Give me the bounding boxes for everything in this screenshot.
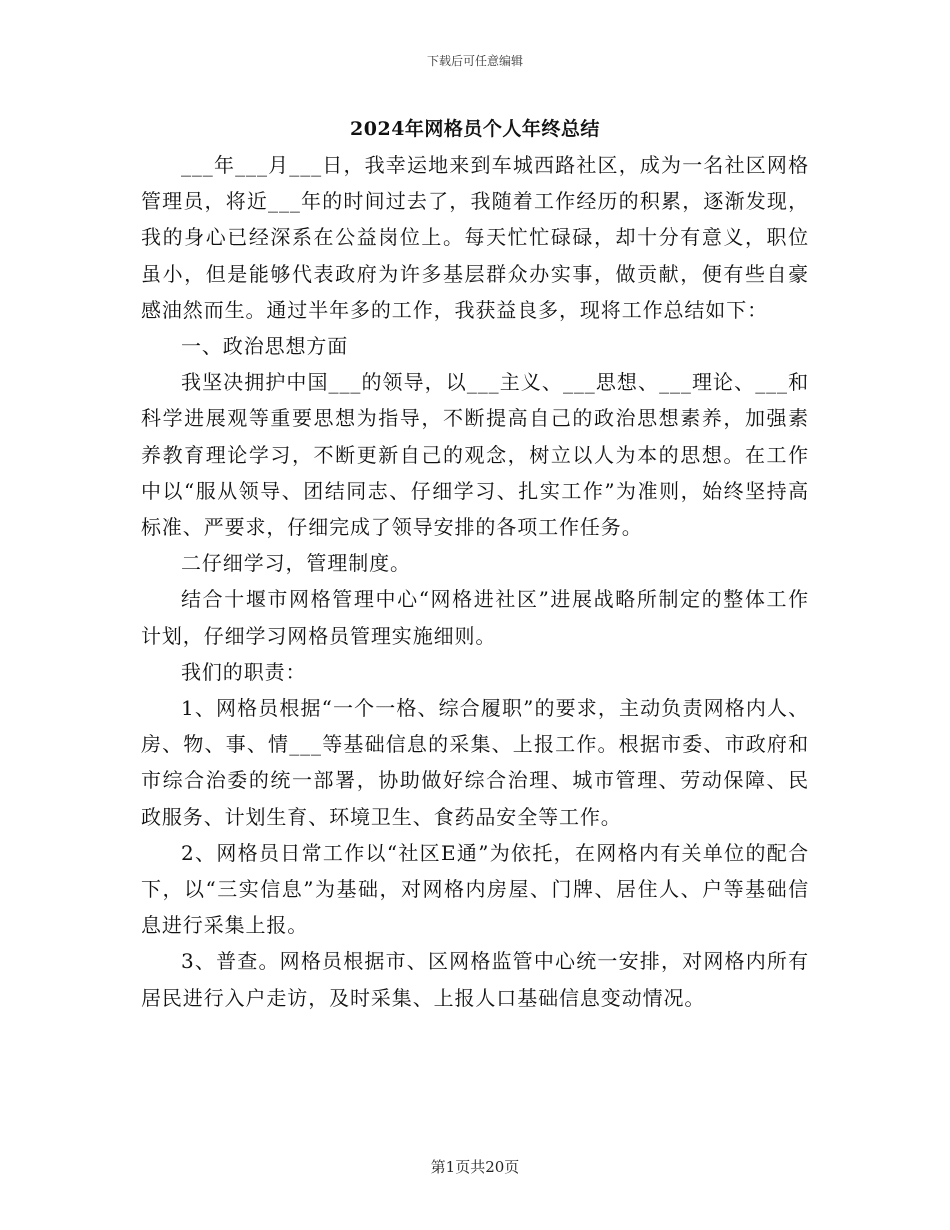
paragraph-duty-2: 2、网格员日常工作以“社区E通”为依托，在网格内有关单位的配合下，以“三实信息”为基础，对网格内房屋、门牌、居住人、户等基础信息进行采集上报。: [141, 840, 809, 938]
paragraph-study: 结合十堰市网格管理中心“网格进社区”进展战略所制定的整体工作计划，仔细学习网格员管理实施细则。: [141, 587, 809, 648]
section-heading-study: 二仔细学习，管理制度。: [181, 551, 411, 576]
paragraph-political: 我坚决拥护中国___的领导，以___主义、___思想、___理论、___和科学进展观等重要思想为指导，不断提高自己的政治思想素养，加强素养教育理论学习，不断更新自己的观念，树立以人为本的思想。在工作中以“服从领导、团结同志、仔细学习、扎实工作”为准则，始终坚持高标准、严要求，仔细完成了领导安排的各项工作任务。: [141, 370, 809, 540]
section-heading-political: 一、政治思想方面: [181, 334, 349, 359]
document-body: [141, 147, 809, 1016]
paragraph-intro: ___年___月___日，我幸运地来到车城西路社区，成为一名社区网格管理员，将近___年的时间过去了，我随着工作经历的积累，逐渐发现，我的身心已经深系在公益岗位上。每天忙忙碌碌，却十分有意义，职位虽小，但是能够代表政府为许多基层群众办实事，做贡献，便有些自豪感油然而生。通过半年多的工作，我获益良多，现将工作总结如下：: [141, 153, 809, 322]
header-note: 下载后可任意编辑: [426, 54, 523, 68]
page-number: 第1页共20页: [430, 1158, 520, 1176]
section-heading-duties: 我们的职责：: [181, 659, 307, 684]
document-title: 2024年网格员个人年终总结: [350, 118, 600, 140]
paragraph-duty-3: 3、普查。网格员根据市、区网格监管中心统一安排，对网格内所有居民进行入户走访，及时采集、上报人口基础信息变动情况。: [141, 949, 809, 1010]
paragraph-duty-1: 1、网格员根据“一个一格、综合履职”的要求，主动负责网格内人、房、物、事、情___等基础信息的采集、上报工作。根据市委、市政府和市综合治委的统一部署，协助做好综合治理、城市管理、劳动保障、民政服务、计划生育、环境卫生、食药品安全等工作。: [141, 696, 809, 829]
